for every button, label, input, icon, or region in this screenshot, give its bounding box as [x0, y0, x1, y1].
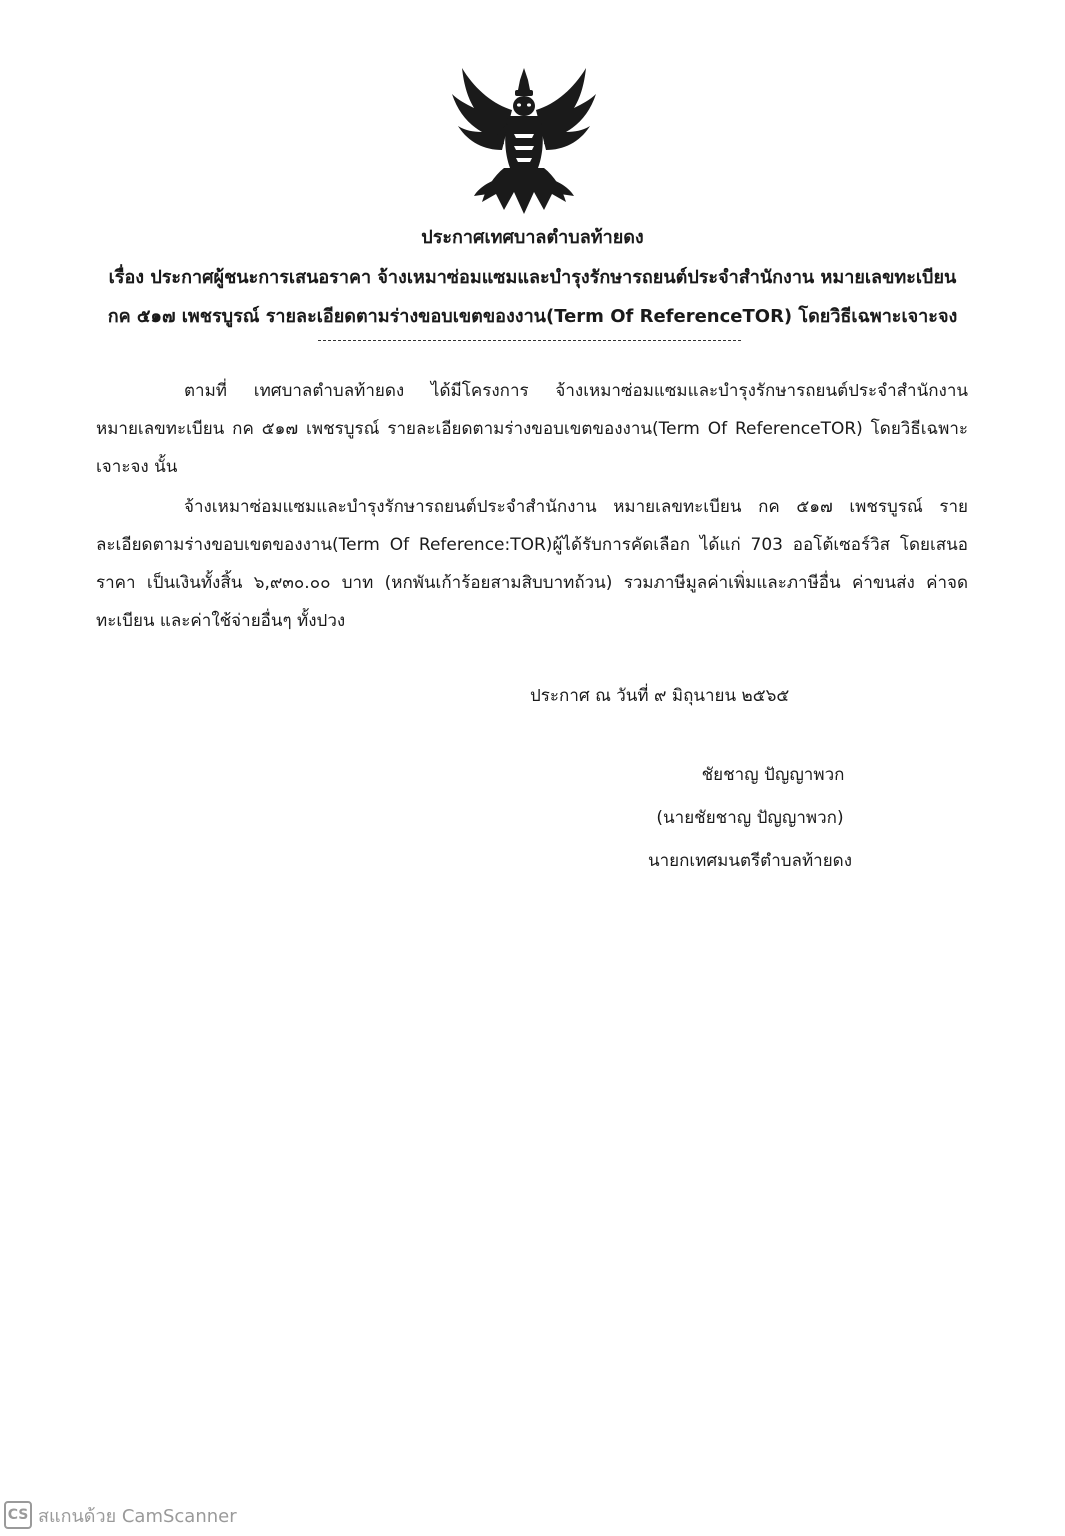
announcement-date: ประกาศ ณ วันที่ ๙ มิถุนายน ๒๕๖๕: [530, 686, 790, 706]
signature-name: ชัยชาญ ปัญญาพวก: [701, 765, 845, 785]
scanner-text: สแกนด้วย CamScanner: [38, 1505, 237, 1527]
signatory-position: นายกเทศมนตรีตำบลท้ายดง: [647, 851, 853, 871]
scanner-watermark: [4, 1500, 237, 1530]
body-paragraph-2-text: จ้างเหมาซ่อมแซมและบำรุงรักษารถยนต์ประจำสำนักงาน หมายเลขทะเบียน กค ๕๑๗ เพชรบูรณ์ รายละเอียดตามร่างขอบเขตของงาน(Term Of Reference:TOR)ผู้ได้รับการคัดเลือก ได้แก่ 703 ออโต้เซอร์วิส โดยเสนอราคา เป็นเงินทั้งสิ้น ๖,๙๓๐.๐๐ บาท (หกพันเก้าร้อยสามสิบบาทถ้วน) รวมภาษีมูลค่าเพิ่มและภาษีอื่น ค่าขนส่ง ค่าจดทะเบียน และค่าใช้จ่ายอื่นๆ ทั้งปวง: [96, 497, 968, 631]
document-title: ประกาศเทศบาลตำบลท้ายดง: [421, 227, 644, 248]
signature-block: [600, 760, 900, 889]
dashed-divider: [318, 340, 741, 341]
subject-line-2: กค ๕๑๗ เพชรบูรณ์ รายละเอียดตามร่างขอบเขตของงาน(Term Of ReferenceTOR) โดยวิธีเฉพาะเจาะจง: [107, 306, 958, 327]
body-paragraph-1: [96, 372, 968, 486]
subject-line-1: เรื่อง ประกาศผู้ชนะการเสนอราคา จ้างเหมาซ่อมแซมและบำรุงรักษารถยนต์ประจำสำนักงาน หมายเลขทะเบียน: [108, 267, 957, 288]
garuda-emblem-icon: [448, 64, 600, 220]
body-paragraph-2: [96, 488, 968, 640]
document-subject: [80, 258, 985, 336]
body-paragraph-1-text: ตามที่ เทศบาลตำบลท้ายดง ได้มีโครงการ จ้างเหมาซ่อมแซมและบำรุงรักษารถยนต์ประจำสำนักงาน หมายเลขทะเบียน กค ๕๑๗ เพชรบูรณ์ รายละเอียดตามร่างขอบเขตของงาน(Term Of ReferenceTOR) โดยวิธีเฉพาะเจาะจง นั้น: [96, 381, 968, 477]
signatory-full-name: (นายชัยชาญ ปัญญาพวก): [656, 808, 844, 828]
camscanner-logo-icon: CS: [4, 1501, 32, 1529]
